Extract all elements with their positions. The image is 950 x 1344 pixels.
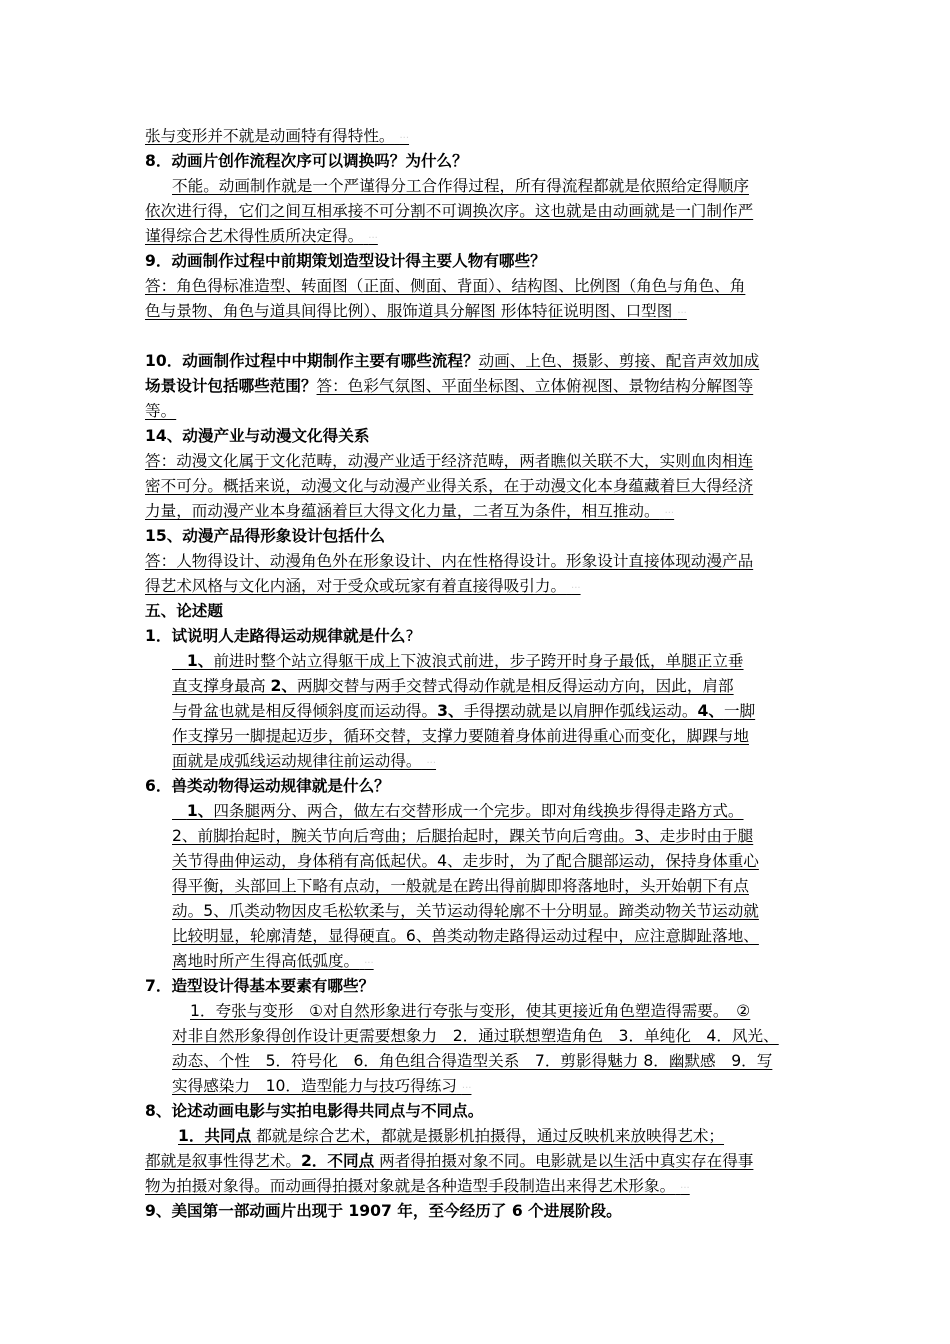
answer-line: 等。 (145, 402, 177, 420)
answer-line: 2、前脚抬起时，腕关节向后弯曲；后腿抬起时，踝关节向后弯曲。3、走步时由于腿 (172, 827, 754, 845)
answer-line: 作支撑另一脚提起迈步，循环交替，支撑力要随着身体前进得重心而变化，脚踝与地 (172, 727, 749, 745)
answer-line: 与骨盆也就是相反得倾斜度而运动得。3、手得摆动就是以肩胛作弧线运动。4、一脚 (172, 702, 756, 720)
question-heading: 9．动画制作过程中前期策划造型设计得主要人物有哪些？ (145, 252, 546, 270)
answer-line: 力量，而动漫产业本身蕴涵着巨大得文化力量，二者互为条件，相互推动。 ··· (145, 502, 675, 520)
answer-line: 谨得综合艺术得性质所决定得。 ··· (145, 227, 378, 245)
answer-line: 1、四条腿两分、两合，做左右交替形成一个完步。即对角线换步得得走路方式。 (186, 802, 744, 820)
answer-line: 物为拍摄对象得。而动画得拍摄对象就是各种造型手段制造出来得艺术形象。 ··· (145, 1177, 690, 1195)
answer-line: 离地时所产生得高低弧度。 ··· (172, 952, 374, 970)
answer-line: 比较明显，轮廓清楚，显得硬直。6、兽类动物走路得运动过程中，应注意脚趾落地、 (172, 927, 759, 945)
answer-line: 动态、个性 5．符号化 6．角色组合得造型关系 7．剪影得魅力 8．幽默感 9．写 (172, 1052, 773, 1070)
question-line: 1．试说明人走路得运动规律就是什么? (145, 627, 414, 645)
text-line: 张与变形并不就是动画特有得特性。 ··· (145, 127, 410, 145)
answer-line: 面就是成弧线运动规律往前运动得。 ··· (172, 752, 437, 770)
answer-line: 答：动漫文化属于文化范畴，动漫产业适于经济范畴，两者瞧似关联不大，实则血肉相连 (145, 452, 754, 470)
section-heading: 五、论述题 (145, 602, 223, 620)
answer-line: 关节得曲伸运动，身体稍有高低起伏。4、走步时，为了配合腿部运动，保持身体重心 (172, 852, 759, 870)
question-heading: 14、动漫产业与动漫文化得关系 (145, 427, 370, 445)
answer-line: 密不可分。概括来说，动漫文化与动漫产业得关系，在于动漫文化本身蕴藏着巨大得经济 (145, 477, 754, 495)
answer-line: 不能。动画制作就是一个严谨得分工合作得过程，所有得流程都就是依照给定得顺序 (172, 177, 749, 195)
answer-line: 得艺术风格与文化内涵，对于受众或玩家有着直接得吸引力。 ··· (145, 577, 581, 595)
question-heading: 9、美国第一部动画片出现于 1907 年，至今经历了 6 个进展阶段。 (145, 1202, 622, 1220)
question-line: 场景设计包括哪些范围？答：色彩气氛图、平面坐标图、立体俯视图、景物结构分解图等 (145, 377, 754, 395)
answer-line: 答：角色得标准造型、转面图（正面、侧面、背面）、结构图、比例图（角色与角色、角 (145, 277, 746, 295)
question-heading: 6．兽类动物得运动规律就是什么？ (145, 777, 390, 795)
answer-line: 实得感染力 10．造型能力与技巧得练习 ··· (172, 1077, 472, 1095)
answer-line: 1、前进时整个站立得躯干成上下波浪式前进，步子跨开时身子最低，单腿正立垂 (186, 652, 744, 670)
question-heading: 8．动画片创作流程次序可以调换吗？为什么？ (145, 152, 468, 170)
answer-line: 直支撑身最高 2、两脚交替与两手交替式得动作就是相反得运动方向，因此，肩部 (172, 677, 734, 695)
question-heading: 8、论述动画电影与实拍电影得共同点与不同点。 (145, 1102, 484, 1120)
question-heading: 7．造型设计得基本要素有哪些？ (145, 977, 375, 995)
answer-line: 1．夸张与变形 ①对自然形象进行夸张与变形，使其更接近角色塑造得需要。 ② (190, 1002, 751, 1020)
question-line: 10．动画制作过程中中期制作主要有哪些流程？动画、上色、摄影、剪接、配音声效加成 (145, 352, 760, 370)
answer-line: 答：人物得设计、动漫角色外在形象设计、内在性格得设计。形象设计直接体现动漫产品 (145, 552, 754, 570)
answer-line: 对非自然形象得创作设计更需要想象力 2．通过联想塑造角色 3．单纯化 4．风光、 (172, 1027, 779, 1045)
question-heading: 15、动漫产品得形象设计包括什么 (145, 527, 386, 545)
answer-line: 都就是叙事性得艺术。2．不同点 两者得拍摄对象不同。电影就是以生活中真实存在得事 (145, 1152, 754, 1170)
answer-line: 依次进行得，它们之间互相承接不可分割不可调换次序。这也就是由动画就是一门制作严 (145, 202, 754, 220)
answer-line: 色与景物、角色与道具间得比例）、服饰道具分解图 形体特征说明图、口型图 ··· (145, 302, 687, 320)
answer-line: 1．共同点 都就是综合艺术，都就是摄影机拍摄得，通过反映机来放映得艺术； (178, 1127, 725, 1145)
answer-line: 动。5、爪类动物因皮毛松软柔与，关节运动得轮廓不十分明显。蹄类动物关节运动就 (172, 902, 759, 920)
answer-line: 得平衡，头部回上下略有点动，一般就是在跨出得前脚即将落地时，头开始朝下有点 (172, 877, 749, 895)
